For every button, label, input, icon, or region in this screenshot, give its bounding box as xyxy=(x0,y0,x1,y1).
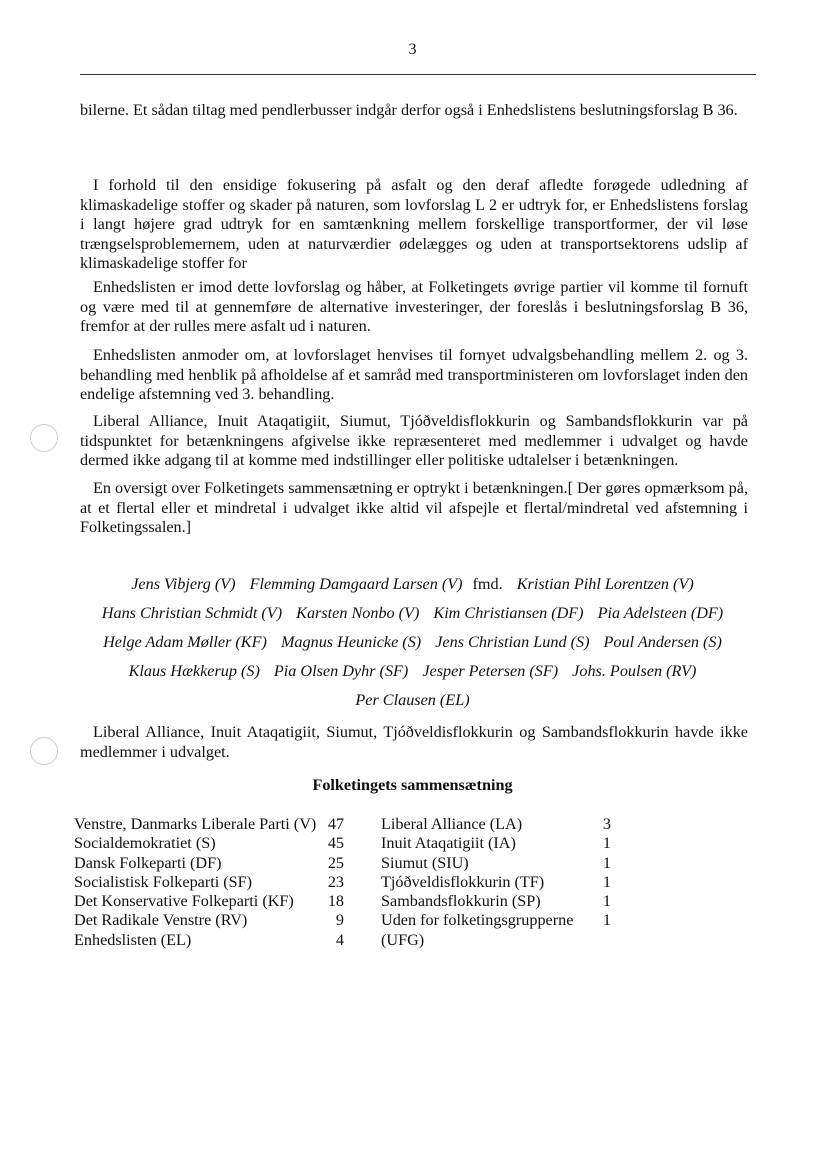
party-row xyxy=(74,815,349,834)
punch-hole xyxy=(30,737,58,765)
signature-name: Klaus Hækkerup (S) xyxy=(128,662,260,680)
paragraph-1: bilerne. Et sådan tiltag med pendlerbusser indgår derfor også i Enhedslistens beslutningsforslag B 36. xyxy=(80,101,738,119)
party-name: Dansk Folkeparti (DF) xyxy=(74,853,222,872)
no-members-note: Liberal Alliance, Inuit Ataqatigiit, Siumut, Tjóðveldisflokkurin og Sambandsflokkurin havde ikke medlemmer i udvalget. xyxy=(80,723,748,761)
punch-hole xyxy=(30,424,58,452)
party-seats: 9 xyxy=(335,911,344,930)
party-name: Inuit Ataqatigiit (IA) xyxy=(381,834,516,853)
party-row xyxy=(381,911,631,930)
signature-name: Flemming Damgaard Larsen (V) xyxy=(249,575,463,593)
party-name: Tjóðveldisflokkurin (TF) xyxy=(381,872,545,891)
composition-right-table xyxy=(381,815,631,950)
signature-line-3 xyxy=(60,628,765,657)
party-name: Enhedslisten (EL) xyxy=(74,930,192,949)
party-row xyxy=(74,854,349,873)
party-seats: 1 xyxy=(602,853,611,872)
signature-name: Per Clausen (EL) xyxy=(355,691,470,709)
party-seats: 1 xyxy=(602,834,611,853)
party-seats: 1 xyxy=(602,911,611,930)
chair-abbrev: fmd. xyxy=(472,575,503,593)
signatures xyxy=(60,570,765,715)
party-name: Socialistisk Folkeparti (SF) xyxy=(74,872,253,891)
party-name: (UFG) xyxy=(381,930,425,949)
party-name: Det Radikale Venstre (RV) xyxy=(74,911,248,930)
composition-title: Folketingets sammensætning xyxy=(312,776,513,794)
party-row xyxy=(74,834,349,853)
party-name: Det Konservative Folkeparti (KF) xyxy=(74,892,294,911)
signature-name: Johs. Poulsen (RV) xyxy=(572,662,697,680)
party-row xyxy=(381,854,631,873)
party-seats: 4 xyxy=(335,930,344,949)
party-seats: 25 xyxy=(327,853,344,872)
signature-line-4 xyxy=(60,657,765,686)
party-name: Liberal Alliance (LA) xyxy=(381,815,523,833)
party-row xyxy=(74,931,349,950)
party-row xyxy=(381,815,631,834)
paragraph-6: En oversigt over Folketingets sammensætning er optrykt i betænkningen.[ Der gøres opmærksom på, at et flertal eller et mindretal i udvalget ikke altid vil afspejle et flertal/mindretal ved afstemning i Folketingssalen.] xyxy=(80,479,748,536)
party-row xyxy=(74,873,349,892)
signature-name: Kristian Pihl Lorentzen (V) xyxy=(516,575,694,593)
party-row xyxy=(381,873,631,892)
signature-name: Pia Olsen Dyhr (SF) xyxy=(273,662,409,680)
paragraph-5: Liberal Alliance, Inuit Ataqatigiit, Siumut, Tjóðveldisflokkurin og Sambandsflokkurin var på tidspunktet for betænkningens afgivelse ikke repræsenteret med medlemmer i udvalget og havde dermed ikke adgang til at komme med indstillinger eller politiske udtalelser i betænkningen. xyxy=(80,412,748,469)
party-name: Socialdemokratiet (S) xyxy=(74,834,216,853)
signature-name: Pia Adelsteen (DF) xyxy=(597,604,724,622)
party-row xyxy=(74,892,349,911)
page-number: 3 xyxy=(408,41,417,58)
composition-left-table xyxy=(74,815,349,950)
party-row xyxy=(381,834,631,853)
paragraph-3: Enhedslisten er imod dette lovforslag og håber, at Folketingets øvrige partier vil komme til fornuft og være med til at gennemføre de alternative investeringer, der foreslås i beslutningsforslag B 36, fremfor at der rulles mere asfalt ud i naturen. xyxy=(80,278,748,335)
party-name: Sambandsflokkurin (SP) xyxy=(381,892,541,911)
signature-line-5 xyxy=(60,686,765,715)
signature-name: Jens Vibjerg (V) xyxy=(131,575,236,593)
signature-name: Karsten Nonbo (V) xyxy=(296,604,420,622)
signature-name: Helge Adam Møller (KF) xyxy=(103,633,267,651)
party-row xyxy=(381,892,631,911)
party-row xyxy=(381,931,631,950)
signature-name: Poul Andersen (S) xyxy=(603,633,722,651)
party-seats: 3 xyxy=(602,815,611,833)
party-name: Siumut (SIU) xyxy=(381,853,469,872)
header-rule xyxy=(80,74,756,75)
party-name: Uden for folketingsgrupperne xyxy=(381,911,574,930)
signature-name: Hans Christian Schmidt (V) xyxy=(101,604,283,622)
party-seats: 1 xyxy=(602,872,611,891)
signature-line-2 xyxy=(60,599,765,628)
party-seats: 18 xyxy=(327,892,344,911)
party-seats: 45 xyxy=(327,834,344,853)
signature-name: Kim Christiansen (DF) xyxy=(433,604,584,622)
party-name: Venstre, Danmarks Liberale Parti (V) xyxy=(74,815,317,833)
party-seats: 47 xyxy=(327,815,344,833)
signature-name: Magnus Heunicke (S) xyxy=(280,633,422,651)
party-seats: 23 xyxy=(327,872,344,891)
party-seats: 1 xyxy=(602,892,611,911)
paragraph-4: Enhedslisten anmoder om, at lovforslaget henvises til fornyet udvalgsbehandling mellem 2. og 3. behandling med henblik på afholdelse af et samråd med transportministeren om lovforslaget inden den endelige afstemning ved 3. behandling. xyxy=(80,346,748,403)
signature-name: Jens Christian Lund (S) xyxy=(435,633,590,651)
party-row xyxy=(74,911,349,930)
paragraph-2: I forhold til den ensidige fokusering på asfalt og den deraf afledte forøgede udledning af klimaskadelige stoffer og skader på naturen, som lovforslag L 2 er udtryk for, er Enhedslistens forslag i langt højere grad udtryk for en samtænkning mellem forskellige transportformer, der vil løse trængselsproblemernem, uden at naturværdier ødelægges og uden at transportsektorens udslip af klimaskadelige stoffer for xyxy=(80,176,748,272)
signature-line-1 xyxy=(60,570,765,599)
signature-name: Jesper Petersen (SF) xyxy=(422,662,559,680)
